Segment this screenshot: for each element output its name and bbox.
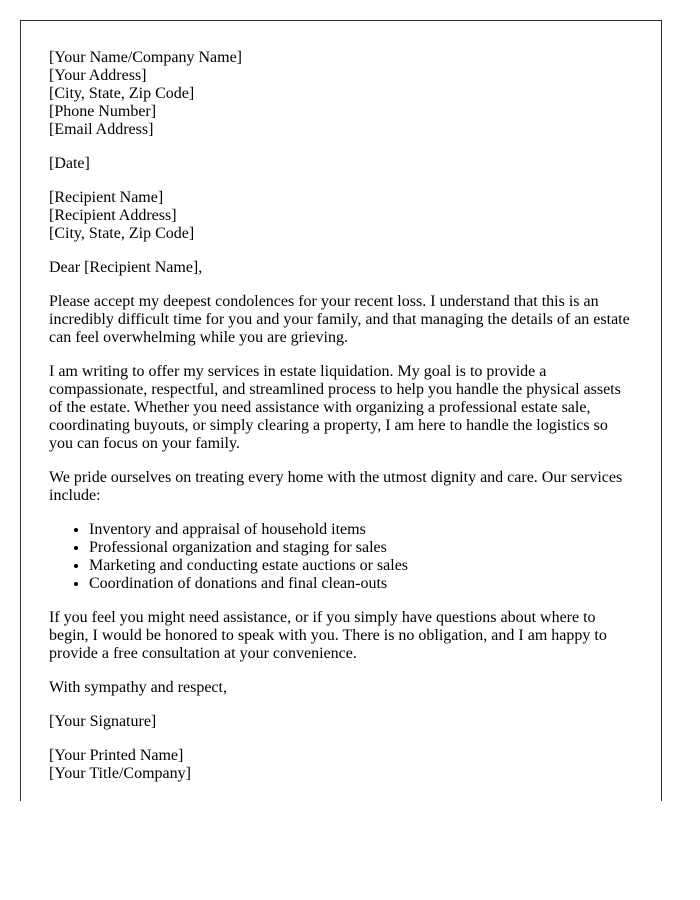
recipient-address-line: [Recipient Address] [49,207,177,224]
complimentary-close: With sympathy and respect, [49,679,227,696]
recipient-name: [Recipient Name] [49,189,164,206]
printed-title: [Your Title/Company] [49,765,191,782]
sender-address [49,49,633,139]
sender-address-line: [Your Address] [49,67,147,84]
services-list [49,521,633,593]
paragraph-closing: If you feel you might need assistance, or if you simply have questions about where to begin, I would be honored to speak with you. There is no obligation, and I am happy to provide a free consultation at your convenience. [49,609,607,662]
paragraph-services-offer: I am writing to offer my services in estate liquidation. My goal is to provide a compassionate, respectful, and streamlined process to help you handle the physical assets of the estate. Whether you need assistance with organizing a professional estate sale, coordinating buyouts, or simply clearing a property, I am here to handle the logistics so you can focus on your family. [49,363,621,452]
list-item: • Marketing and conducting estate auctions or sales [89,557,633,575]
printed-name-block [49,747,633,783]
sender-phone: [Phone Number] [49,103,157,120]
recipient-city: [City, State, Zip Code] [49,225,195,242]
printed-name: [Your Printed Name] [49,747,184,764]
sender-email: [Email Address] [49,121,154,138]
signature: [Your Signature] [49,713,157,730]
letter-page [20,20,662,801]
letter-date: [Date] [49,155,90,172]
sender-name: [Your Name/Company Name] [49,49,243,66]
paragraph-condolences: Please accept my deepest condolences for your recent loss. I understand that this is an incredibly difficult time for you and your family, and that managing the details of an estate can feel overwhelming while you are grieving. [49,293,630,346]
sender-city: [City, State, Zip Code] [49,85,195,102]
list-item: • Coordination of donations and final clean-outs [89,575,633,593]
salutation: Dear [Recipient Name], [49,259,203,276]
recipient-address [49,189,633,243]
paragraph-services-intro: We pride ourselves on treating every home with the utmost dignity and care. Our services include: [49,469,623,504]
list-item: • Professional organization and staging for sales [89,539,633,557]
list-item: • Inventory and appraisal of household items [89,521,633,539]
